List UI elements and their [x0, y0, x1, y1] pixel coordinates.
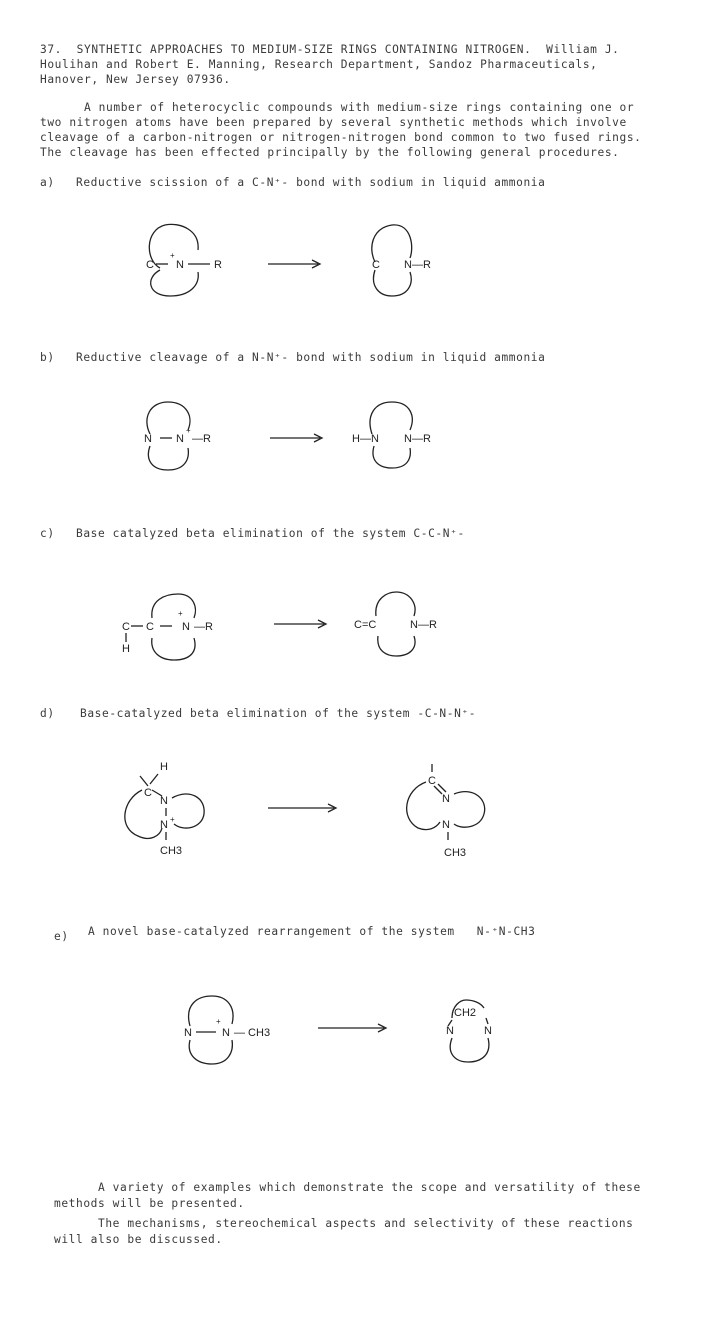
charge-plus: + — [170, 251, 175, 260]
atom-n1: N — [184, 1027, 192, 1039]
methylene-group: CH2 — [454, 1007, 477, 1019]
atom-c2: C — [146, 621, 154, 633]
atom-n2: N — [160, 819, 168, 831]
charge-plus: + — [170, 815, 175, 824]
charge-plus: + — [186, 426, 191, 435]
product-atom-c: C — [428, 775, 436, 787]
scheme-b — [0, 398, 704, 478]
procedure-c-letter: c) — [40, 527, 55, 540]
charge-plus: + — [216, 1017, 221, 1026]
intro-line-4: The cleavage has been effected principally by the following general procedures. — [40, 146, 620, 159]
atom-n: N — [182, 621, 190, 633]
closing-line-3: The mechanisms, stereochemical aspects and selectivity of these reactions — [54, 1217, 634, 1230]
abstract-title-line-1: 37. SYNTHETIC APPROACHES TO MEDIUM-SIZE RINGS CONTAINING NITROGEN. William J. — [40, 43, 620, 56]
scheme-c — [0, 590, 704, 670]
intro-line-1: A number of heterocyclic compounds with medium-size rings containing one or — [40, 101, 635, 114]
scheme-e — [0, 990, 704, 1080]
abstract-address-line: Hanover, New Jersey 07936. — [40, 73, 231, 86]
atom-c: C — [146, 259, 154, 271]
atom-n: N — [176, 259, 184, 271]
product-n2: N — [442, 819, 450, 831]
intro-line-3: cleavage of a carbon-nitrogen or nitrogen-nitrogen bond common to two fused rings. — [40, 131, 642, 144]
procedure-d-text: Base-catalyzed beta elimination of the system -C-N-N⁺- — [80, 707, 477, 720]
atom-h: H — [160, 761, 168, 773]
closing-line-4: will also be discussed. — [54, 1233, 223, 1246]
product-n2: N — [484, 1025, 492, 1037]
product-atom-c: C — [372, 259, 380, 271]
atom-c1: C — [122, 621, 130, 633]
procedure-e-text: A novel base-catalyzed rearrangement of the system N-⁺N-CH3 — [88, 925, 536, 938]
substituent-r: R — [214, 259, 222, 271]
procedure-d-letter: d) — [40, 707, 55, 720]
procedure-a-letter: a) — [40, 176, 55, 189]
product-n1: N — [442, 793, 450, 805]
atom-h: H — [122, 643, 130, 655]
closing-line-1: A variety of examples which demonstrate the scope and versatility of these — [54, 1181, 641, 1194]
procedure-c-text: Base catalyzed beta elimination of the system C-C-N⁺- — [76, 527, 465, 540]
product-n-r: N—R — [404, 433, 431, 445]
product-c-c: C=C — [354, 619, 377, 631]
procedure-b-letter: b) — [40, 351, 55, 364]
product-n1: N — [446, 1025, 454, 1037]
intro-line-2: two nitrogen atoms have been prepared by several synthetic methods which involve — [40, 116, 627, 129]
abstract-authors-line: Houlihan and Robert E. Manning, Research Department, Sandoz Pharmaceuticals, — [40, 58, 598, 71]
methyl-group: — CH3 — [234, 1027, 271, 1039]
atom-c: C — [144, 787, 152, 799]
procedure-e-letter: e) — [54, 930, 69, 943]
procedure-b-text: Reductive cleavage of a N-N⁺- bond with sodium in liquid ammonia — [76, 351, 546, 364]
atom-n1: N — [144, 433, 152, 445]
product-n-r: N—R — [410, 619, 437, 631]
closing-line-2: methods will be presented. — [54, 1197, 245, 1210]
procedure-a-text: Reductive scission of a C-N⁺- bond with sodium in liquid ammonia — [76, 176, 546, 189]
product-methyl: CH3 — [444, 847, 467, 859]
substituent-r: —R — [192, 433, 211, 445]
product-n-r: N—R — [404, 259, 431, 271]
ring-top-left — [149, 224, 198, 268]
product-h-n: H—N — [352, 433, 379, 445]
ring-bottom-left — [151, 270, 199, 296]
atom-n1: N — [160, 795, 168, 807]
substituent-r: —R — [194, 621, 213, 633]
methyl-group: CH3 — [160, 845, 183, 857]
atom-n2: N — [176, 433, 184, 445]
scheme-d — [0, 756, 704, 866]
scheme-a — [0, 220, 704, 300]
atom-n2: N — [222, 1027, 230, 1039]
charge-plus: + — [178, 609, 183, 618]
